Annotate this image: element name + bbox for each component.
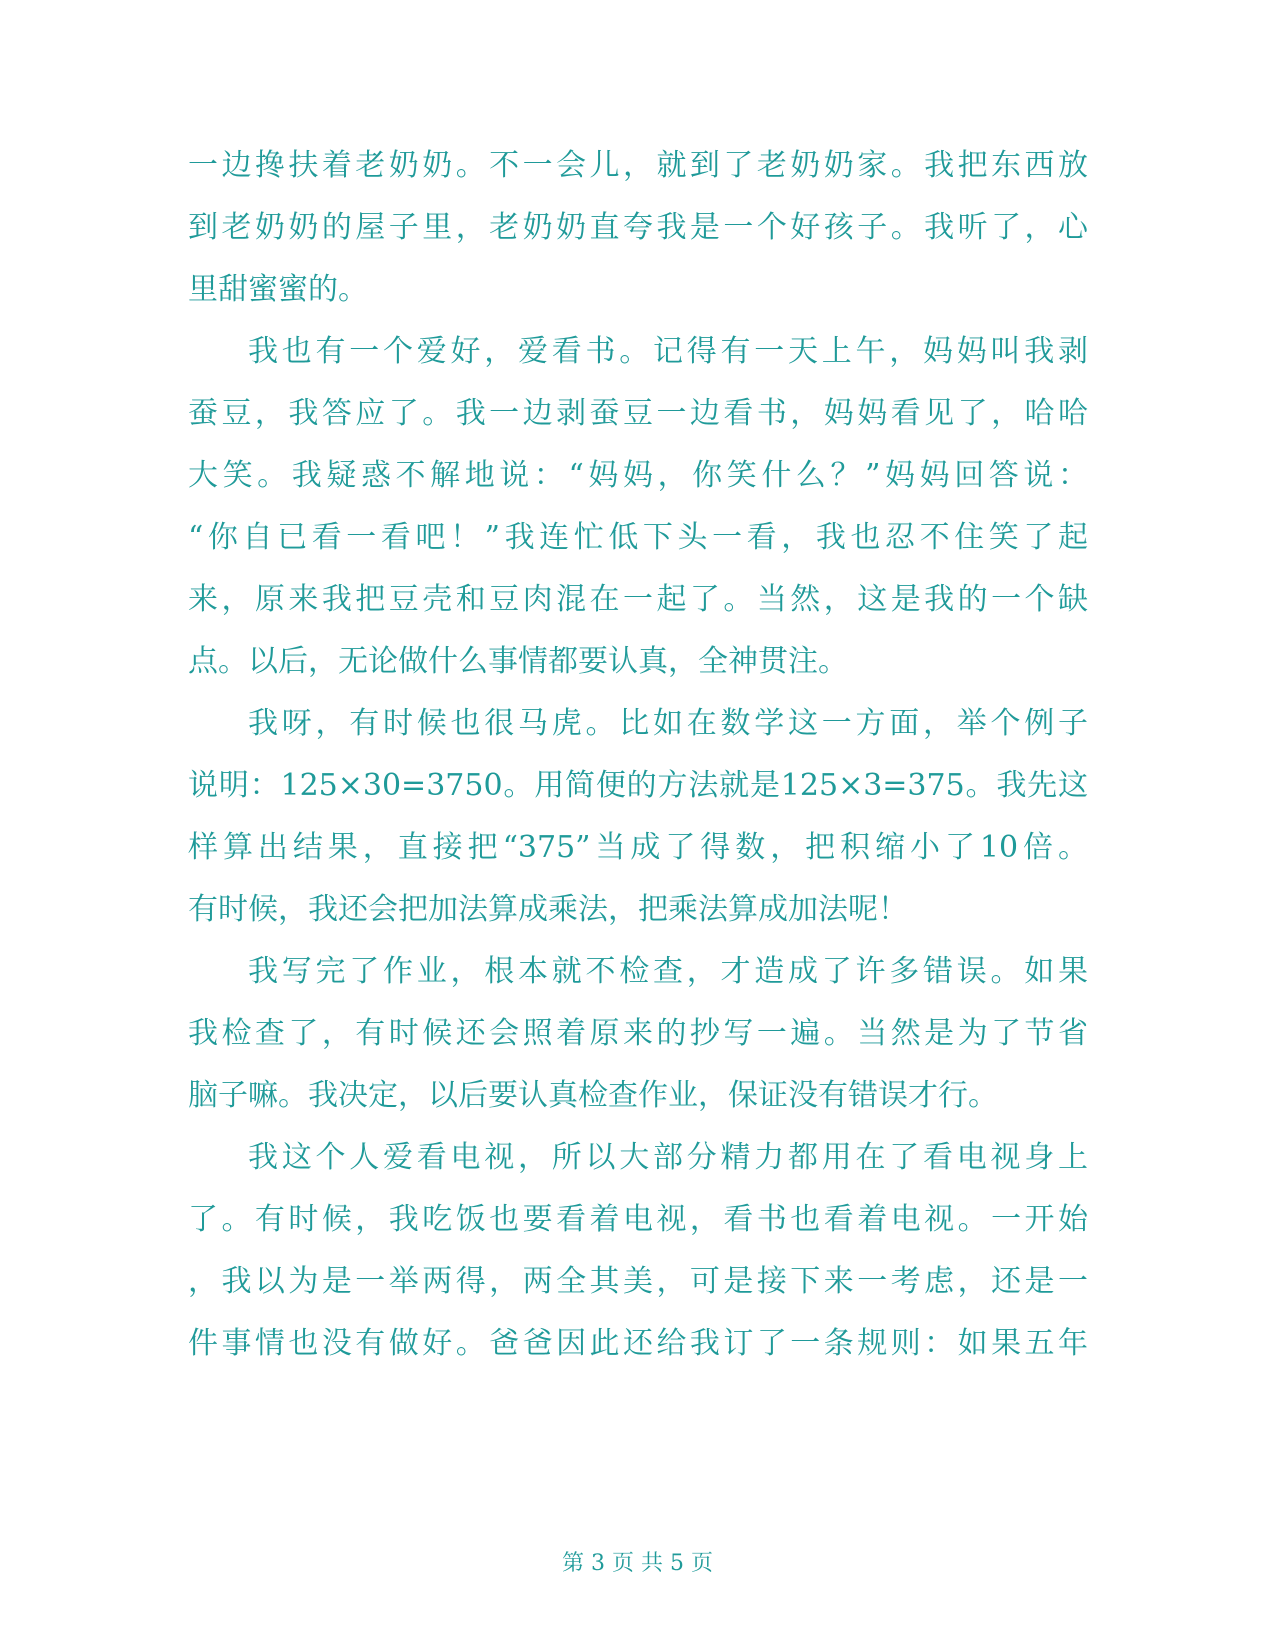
text-line: 样算出结果，直接把“375”当成了得数，把积缩小了10倍。 xyxy=(188,830,1088,865)
text-line: 说明：125×30=3750。用简便的方法就是125×3=375。我先这 xyxy=(188,768,1088,803)
text-line: 到老奶奶的屋子里，老奶奶直夸我是一个好孩子。我听了，心 xyxy=(188,210,1088,245)
paragraph-first-line: 我也有一个爱好，爱看书。记得有一天上午，妈妈叫我剥 xyxy=(248,334,1088,369)
text-line: 大笑。我疑惑不解地说：“妈妈，你笑什么？”妈妈回答说： xyxy=(188,458,1088,493)
text-line: 点。以后，无论做什么事情都要认真，全神贯注。 xyxy=(188,644,848,679)
text-line: 件事情也没有做好。爸爸因此还给我订了一条规则：如果五年 xyxy=(188,1326,1088,1361)
text-line: 有时候，我还会把加法算成乘法，把乘法算成加法呢！ xyxy=(188,892,908,927)
text-line: 一边搀扶着老奶奶。不一会儿，就到了老奶奶家。我把东西放 xyxy=(188,148,1088,183)
paragraph-first-line: 我这个人爱看电视，所以大部分精力都用在了看电视身上 xyxy=(248,1140,1088,1175)
text-line: 里甜蜜蜜的。 xyxy=(188,272,368,307)
text-line: 脑子嘛。我决定，以后要认真检查作业，保证没有错误才行。 xyxy=(188,1078,998,1113)
paragraph-first-line: 我呀，有时候也很马虎。比如在数学这一方面，举个例子 xyxy=(248,706,1088,741)
text-line: ，我以为是一举两得，两全其美，可是接下来一考虑，还是一 xyxy=(188,1264,1088,1299)
text-line: “你自已看一看吧！”我连忙低下头一看，我也忍不住笑了起 xyxy=(188,520,1088,555)
text-line: 我检查了，有时候还会照着原来的抄写一遍。当然是为了节省 xyxy=(188,1016,1088,1051)
page-number-footer: 第 3 页 共 5 页 xyxy=(562,1551,713,1576)
text-line: 蚕豆，我答应了。我一边剥蚕豆一边看书，妈妈看见了，哈哈 xyxy=(188,396,1088,431)
text-line: 了。有时候，我吃饭也要看着电视，看书也看着电视。一开始 xyxy=(188,1202,1088,1237)
text-line: 来，原来我把豆壳和豆肉混在一起了。当然，这是我的一个缺 xyxy=(188,582,1088,617)
paragraph-first-line: 我写完了作业，根本就不检查，才造成了许多错误。如果 xyxy=(248,954,1088,989)
